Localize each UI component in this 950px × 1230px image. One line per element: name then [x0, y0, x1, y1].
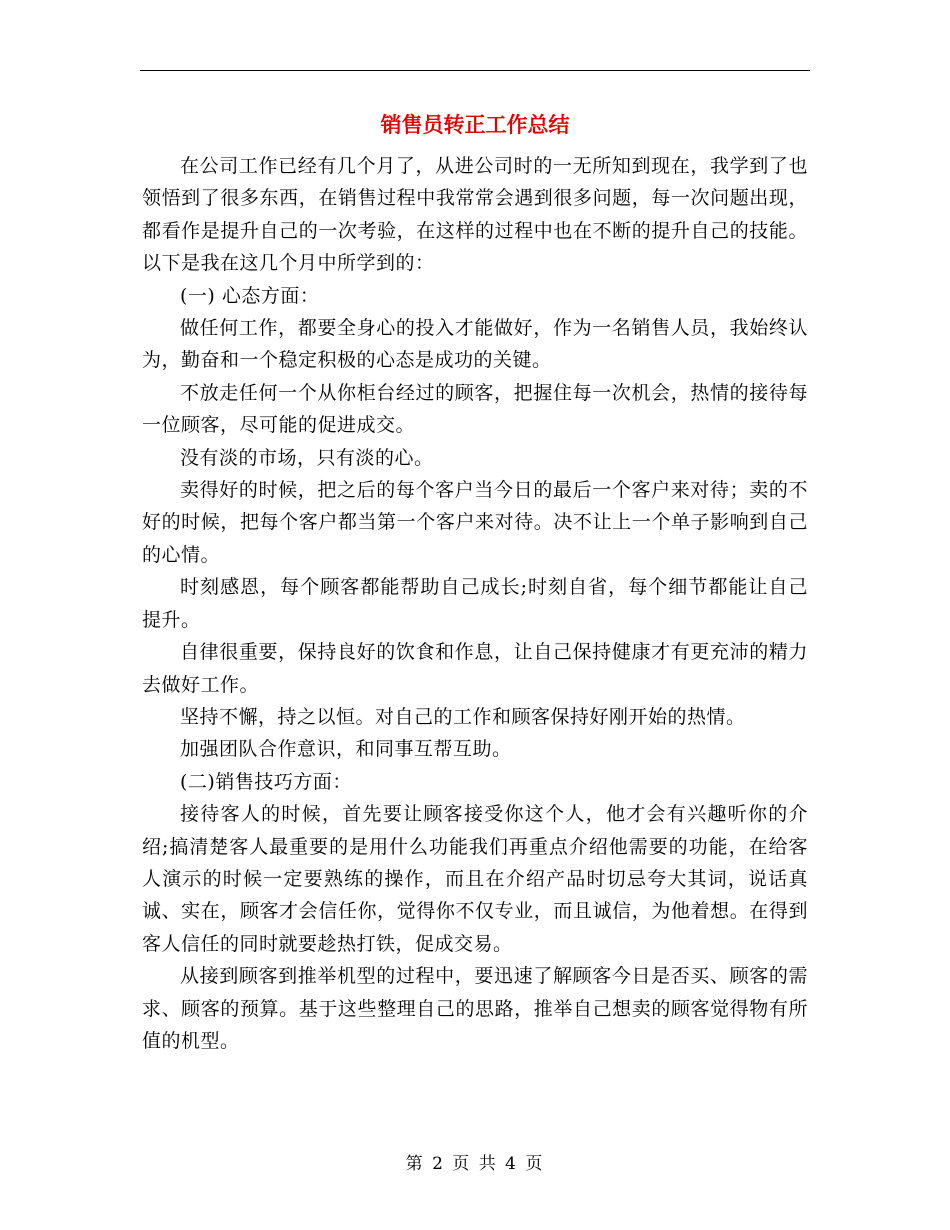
page-number-footer: 第 2 页 共 4 页 — [405, 1154, 545, 1174]
document-title: 销售员转正工作总结 — [380, 112, 570, 137]
section-heading-sales-skills: (二)销售技巧方面： — [180, 770, 352, 793]
paragraph: 在公司工作已经有几个月了，从进公司时的一无所知到现在，我学到了也领悟到了很多东西，在销售过程中我常常会遇到很多问题，每一次问题出现，都看作是提升自己的一次考验，在这样的过程中也在不断的提升自己的技能。以下是我在这几个月中所学到的： — [142, 155, 808, 275]
paragraph: 时刻感恩，每个顾客都能帮助自己成长;时刻自省，每个细节都能让自己提升。 — [142, 576, 808, 631]
paragraph: 不放走任何一个从你柜台经过的顾客，把握住每一次机会，热情的接待每一位顾客，尽可能的促进成交。 — [142, 381, 808, 437]
paragraph: 接待客人的时候，首先要让顾客接受你这个人，他才会有兴趣听你的介绍;搞清楚客人最重要的是用什么功能我们再重点介绍他需要的功能，在给客人演示的时候一定要熟练的操作，而且在介绍产品时切忌夸大其词，说话真诚、实在，顾客才会信任你，觉得你不仅专业，而且诚信，为他着想。在得到客人信任的同时就要趁热打铁，促成交易。 — [142, 803, 808, 955]
paragraph: 加强团队合作意识，和同事互帮互助。 — [180, 738, 512, 761]
paragraph: 从接到顾客到推举机型的过程中，要迅速了解顾客今日是否买、顾客的需求、顾客的预算。基于这些整理自己的思路，推举自己想卖的顾客觉得物有所值的机型。 — [142, 965, 808, 1052]
paragraph: 没有淡的市场，只有淡的心。 — [180, 446, 434, 469]
paragraph: 坚持不懈，持之以恒。对自己的工作和顾客保持好刚开始的热情。 — [180, 705, 746, 728]
section-heading-mindset: (一) 心态方面： — [180, 284, 320, 307]
paragraph: 自律很重要，保持良好的饮食和作息，让自己保持健康才有更充沛的精力去做好工作。 — [142, 641, 808, 696]
header-rule — [140, 70, 810, 71]
paragraph: 卖得好的时候，把之后的每个客户当今日的最后一个客户来对待；卖的不好的时候，把每个客户都当第一个客户来对待。决不让上一个单子影响到自己的心情。 — [142, 479, 808, 566]
document-body — [142, 150, 808, 1057]
paragraph: 做任何工作，都要全身心的投入才能做好，作为一名销售人员，我始终认为，勤奋和一个稳定积极的心态是成功的关键。 — [142, 317, 808, 372]
